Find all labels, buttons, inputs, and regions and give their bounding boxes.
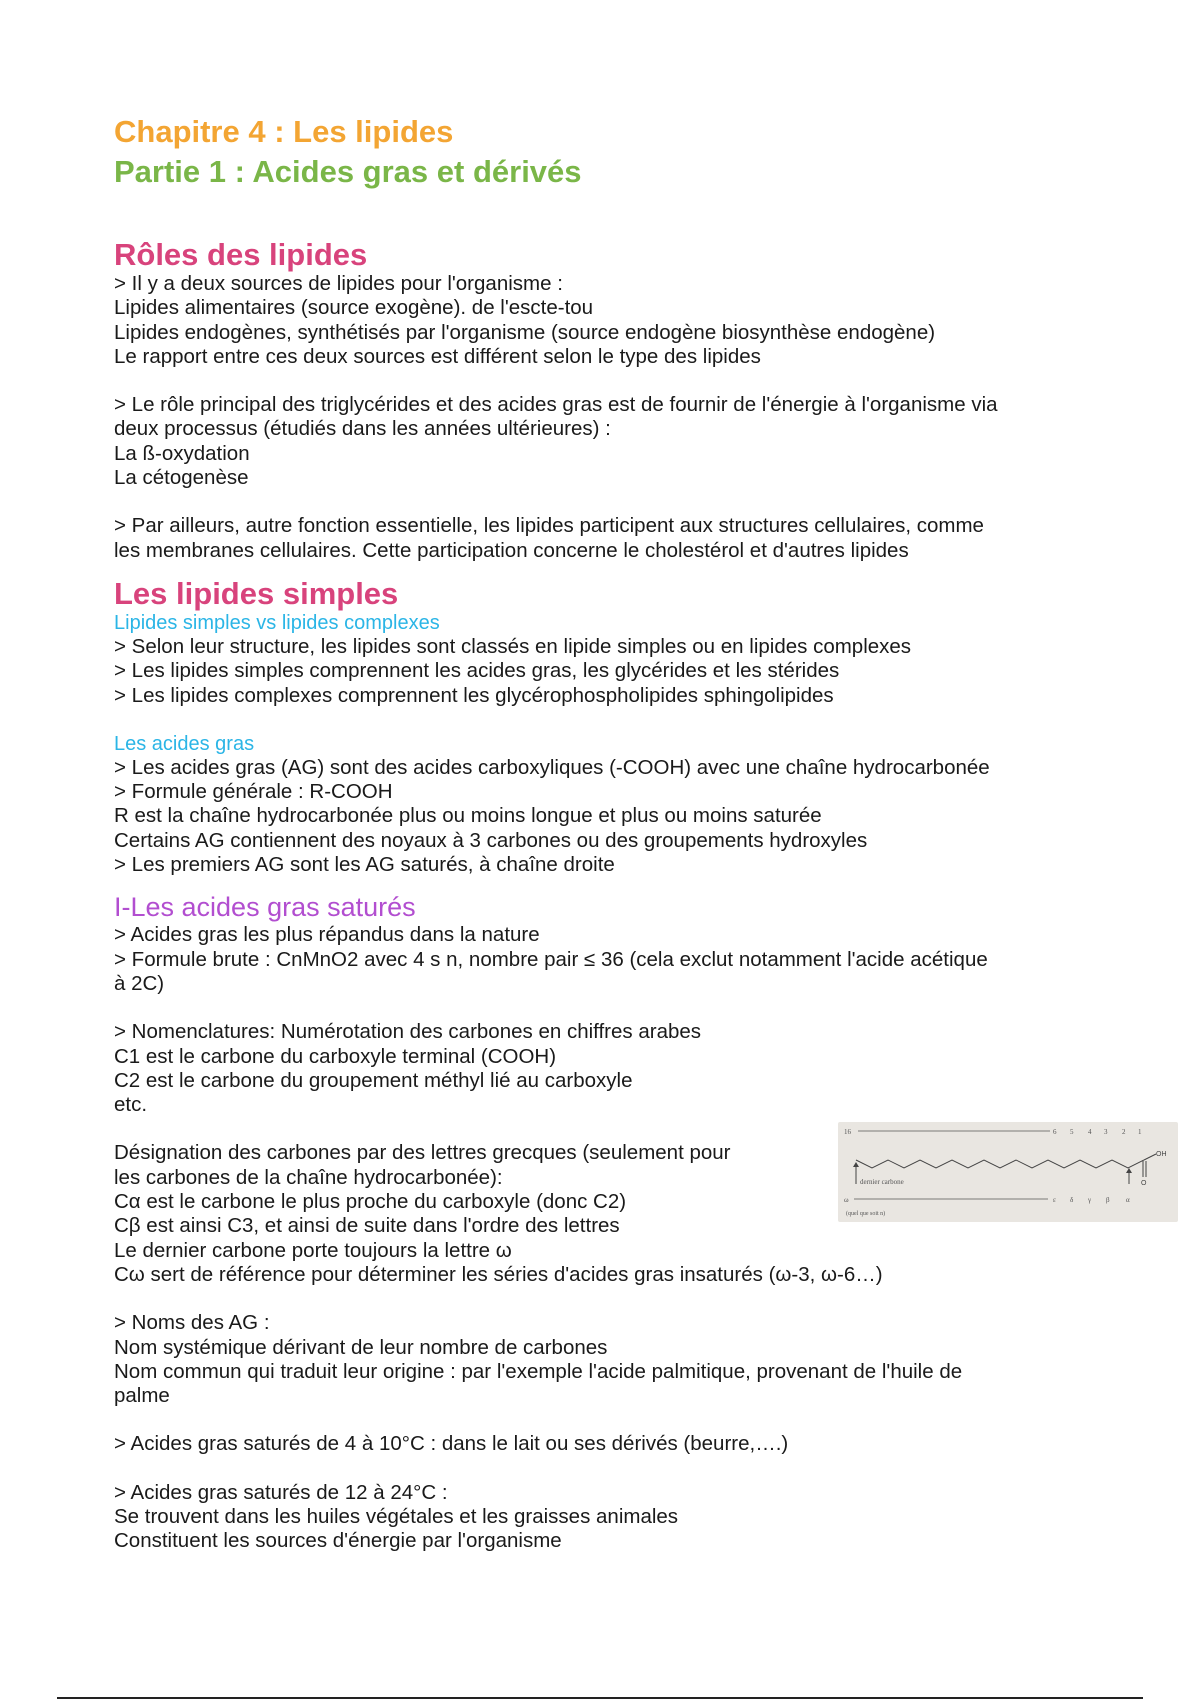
chapter-title: Chapitre 4 : Les lipides	[114, 114, 454, 149]
text-line: deux processus (étudiés dans les années ultérieures) :	[114, 417, 611, 441]
text-line: > Il y a deux sources de lipides pour l'organisme :	[114, 272, 563, 295]
text-line: > Le rôle principal des triglycérides et des acides gras est de fournir de l'énergie à l'organisme via	[114, 393, 998, 417]
figure-omega-label: ω	[844, 1196, 849, 1204]
text-line: Cβ est ainsi C3, et ainsi de suite dans l'ordre des lettres	[114, 1214, 620, 1238]
figure-carboxyl-oh-bond	[1144, 1154, 1156, 1160]
section-heading-roles: Rôles des lipides	[114, 237, 368, 272]
text-line: > Formule brute : CnMnO2 avec 4 s n, nombre pair ≤ 36 (cela exclut notamment l'acide acétique	[114, 947, 988, 971]
figure-number: 4	[1088, 1128, 1092, 1136]
section-heading-simples: Les lipides simples	[114, 575, 399, 611]
text-line: > Les lipides complexes comprennent les glycérophospholipides sphingolipides	[114, 683, 834, 707]
text-line: > Acides gras saturés de 12 à 24°C :	[114, 1480, 448, 1504]
text-line: La cétogenèse	[114, 466, 249, 490]
figure-greek-labels	[1053, 1196, 1130, 1204]
text-line: > Nomenclatures: Numérotation des carbones en chiffres arabes	[114, 1020, 702, 1044]
figure-greek-letter: ε	[1053, 1196, 1056, 1204]
figure-alpha-arrowhead	[1126, 1168, 1132, 1173]
text-line: palme	[114, 1384, 170, 1408]
section-heading-satures: I-Les acides gras saturés	[114, 892, 416, 923]
figure-caption: (quel que soit n)	[846, 1211, 886, 1217]
text-line: > Les lipides simples comprennent les acides gras, les glycérides et les stérides	[114, 659, 840, 683]
text-line: R est la chaîne hydrocarbonée plus ou moins longue et plus ou moins saturée	[114, 804, 822, 828]
text-line: C1 est le carbone du carboxyle terminal (COOH)	[114, 1044, 557, 1068]
text-line: Cω sert de référence pour déterminer les séries d'acides gras insaturés (ω-3, ω-6…)	[114, 1262, 883, 1286]
figure-greek-letter: γ	[1088, 1196, 1092, 1204]
text-line: > Acides gras saturés de 4 à 10°C : dans le lait ou ses dérivés (beurre,….)	[114, 1432, 789, 1456]
figure-o-label: O	[1141, 1180, 1147, 1187]
figure-omega-arrowhead	[853, 1162, 859, 1167]
text-line: > Acides gras les plus répandus dans la nature	[114, 923, 540, 947]
text-line: Désignation des carbones par des lettres grecques (seulement pour	[114, 1141, 731, 1165]
text-line: > Les premiers AG sont les AG saturés, à chaîne droite	[114, 853, 615, 877]
text-line: Le dernier carbone porte toujours la lettre ω	[114, 1238, 512, 1262]
figure-last-carbon-label: dernier carbone	[860, 1178, 904, 1186]
text-line: Le rapport entre ces deux sources est différent selon le type des lipides	[114, 344, 761, 368]
figure-number: 2	[1122, 1128, 1126, 1136]
text-line: etc.	[114, 1093, 148, 1117]
bottom-divider	[57, 1697, 1143, 1699]
figure-number: 3	[1104, 1128, 1108, 1136]
figure-number: 6	[1053, 1128, 1057, 1136]
part-title: Partie 1 : Acides gras et dérivés	[114, 154, 582, 189]
figure-number: 5	[1070, 1128, 1074, 1136]
text-line: les membranes cellulaires. Cette participation concerne le cholestérol et d'autres lipides	[114, 538, 909, 562]
text-line: > Les acides gras (AG) sont des acides carboxyliques (-COOH) avec une chaîne hydrocarbonée	[114, 755, 990, 779]
figure-number: 1	[1138, 1128, 1142, 1136]
text-line: Nom systémique dérivant de leur nombre de carbones	[114, 1335, 608, 1359]
text-line: Lipides endogènes, synthétisés par l'organisme (source endogène biosynthèse endogène)	[114, 320, 936, 344]
text-line: > Selon leur structure, les lipides sont classés en lipide simples ou en lipides complexes	[114, 634, 912, 658]
text-line: Nom commun qui traduit leur origine : par l'exemple l'acide palmitique, provenant de l'huile de	[114, 1359, 963, 1383]
figure-number-labels	[1053, 1128, 1142, 1136]
figure-carbon-chain	[856, 1160, 1144, 1168]
figure-top-number: 16	[844, 1128, 851, 1136]
text-line: Cα est le carbone le plus proche du carboxyle (donc C2)	[114, 1190, 627, 1214]
text-line: Lipides alimentaires (source exogène). de l'escte-tou	[114, 296, 594, 320]
subheading-simples-vs-complexes: Lipides simples vs lipides complexes	[114, 611, 440, 634]
text-line: C2 est le carbone du groupement méthyl lié au carboxyle	[114, 1068, 633, 1092]
text-line: à 2C)	[114, 971, 165, 995]
text-line: > Formule générale : R-COOH	[114, 780, 393, 804]
document-page	[114, 112, 1104, 1554]
text-line: Se trouvent dans les huiles végétales et les graisses animales	[114, 1504, 679, 1528]
subheading-acides-gras: Les acides gras	[114, 732, 255, 755]
text-line: La ß-oxydation	[114, 441, 250, 465]
text-line: > Noms des AG :	[114, 1311, 270, 1335]
figure-greek-letter: δ	[1070, 1196, 1074, 1204]
fatty-acid-chain-figure	[838, 1122, 1178, 1222]
text-line: Certains AG contiennent des noyaux à 3 carbones ou des groupements hydroxyles	[114, 828, 868, 852]
text-line: les carbones de la chaîne hydrocarbonée):	[114, 1165, 503, 1189]
figure-greek-letter: β	[1106, 1196, 1110, 1204]
text-line: > Par ailleurs, autre fonction essentielle, les lipides participent aux structures cellulaires, comme	[114, 514, 984, 538]
figure-greek-letter: α	[1126, 1196, 1130, 1204]
figure-oh-label: OH	[1156, 1151, 1167, 1158]
text-line: Constituent les sources d'énergie par l'organisme	[114, 1529, 562, 1553]
